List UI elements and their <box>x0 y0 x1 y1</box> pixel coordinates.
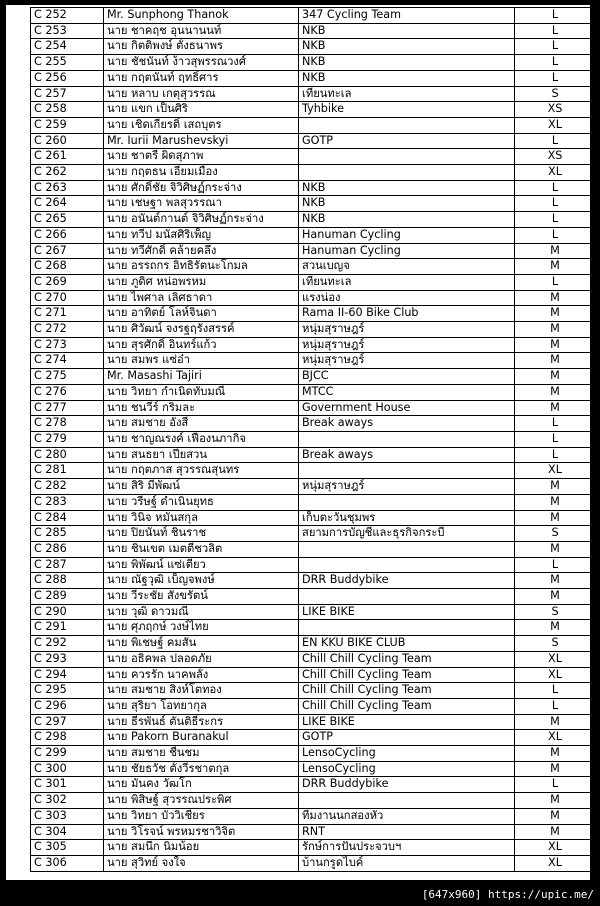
team-name-cell: MTCC <box>299 384 515 400</box>
rider-name-cell: นาย สุวิทย์ จงใจ <box>104 855 299 871</box>
shirt-size-cell: L <box>515 698 596 714</box>
team-name-cell: หนุ่มสุราษฎร์ <box>299 337 515 353</box>
shirt-size-cell: L <box>515 133 596 149</box>
table-row <box>31 683 596 699</box>
rider-name-cell: นาย ศักดิ์ชัย จิวิศิษฏ์กระจ่าง <box>104 180 299 196</box>
rider-name-cell: นาย Pakorn Buranakul <box>104 730 299 746</box>
team-name-cell <box>299 620 515 636</box>
table-row <box>31 636 596 652</box>
team-name-cell <box>299 589 515 605</box>
bib-number-cell: C 306 <box>31 855 104 871</box>
team-name-cell: NKB <box>299 212 515 228</box>
bib-number-cell: C 294 <box>31 667 104 683</box>
team-name-cell: เทียนทะเล <box>299 274 515 290</box>
shirt-size-cell: M <box>515 808 596 824</box>
rider-name-cell: นาย วรีษฐ์ ดำเนินยุทธ <box>104 494 299 510</box>
rider-name-cell: นาย วิทยา กำเนิดทับมณี <box>104 384 299 400</box>
table-row <box>31 589 596 605</box>
bib-number-cell: C 289 <box>31 589 104 605</box>
rider-name-cell: นาย ทวีศักดิ์ คล้ายคลึง <box>104 243 299 259</box>
rider-name-cell: นาย กฤตนันท์ ฤทธิ์ศาร <box>104 70 299 86</box>
table-row <box>31 23 596 39</box>
bib-number-cell: C 265 <box>31 212 104 228</box>
shirt-size-cell: XL <box>515 667 596 683</box>
rider-name-cell: นาย อนันต์กานต์ จิวิศิษฏ์กระจ่าง <box>104 212 299 228</box>
bib-number-cell: C 287 <box>31 557 104 573</box>
team-name-cell: สยามการบัญชีและธุรกิจกระบี่ <box>299 526 515 542</box>
bib-number-cell: C 280 <box>31 447 104 463</box>
rider-name-cell: นาย ศุภฤกษ์ วงษ์ไทย <box>104 620 299 636</box>
rider-name-cell: นาย สุริยา โอทยากุล <box>104 698 299 714</box>
team-name-cell: สวนเบญจ <box>299 259 515 275</box>
table-row <box>31 855 596 871</box>
team-name-cell: Hanuman Cycling <box>299 243 515 259</box>
shirt-size-cell: L <box>515 180 596 196</box>
bib-number-cell: C 273 <box>31 337 104 353</box>
shirt-size-cell: M <box>515 353 596 369</box>
bib-number-cell: C 288 <box>31 573 104 589</box>
bib-number-cell: C 283 <box>31 494 104 510</box>
rider-name-cell: Mr. Iurii Marushevskyi <box>104 133 299 149</box>
bib-number-cell: C 293 <box>31 651 104 667</box>
rider-name-cell: นาย สมพร แซ่อ๋า <box>104 353 299 369</box>
team-name-cell: EN KKU BIKE CLUB <box>299 636 515 652</box>
rider-name-cell: นาย ไพศาล เลิศธาดา <box>104 290 299 306</box>
shirt-size-cell: XL <box>515 840 596 856</box>
shirt-size-cell: M <box>515 541 596 557</box>
bib-number-cell: C 272 <box>31 322 104 338</box>
rider-name-cell: นาย สุรศักดิ์ อินทร์แก้ว <box>104 337 299 353</box>
team-name-cell: Hanuman Cycling <box>299 227 515 243</box>
bib-number-cell: C 270 <box>31 290 104 306</box>
bib-number-cell: C 300 <box>31 761 104 777</box>
bib-number-cell: C 303 <box>31 808 104 824</box>
bib-number-cell: C 254 <box>31 39 104 55</box>
table-row <box>31 510 596 526</box>
bib-number-cell: C 290 <box>31 604 104 620</box>
rider-name-cell: นาย วิโรจน์ พรหมรชาวิจิต <box>104 824 299 840</box>
shirt-size-cell: M <box>515 494 596 510</box>
rider-name-cell: นาย ชนวีร์ กริมละ <box>104 400 299 416</box>
shirt-size-cell: S <box>515 636 596 652</box>
table-row <box>31 243 596 259</box>
shirt-size-cell: L <box>515 274 596 290</box>
team-name-cell <box>299 494 515 510</box>
table-row <box>31 165 596 181</box>
shirt-size-cell: L <box>515 683 596 699</box>
table-row <box>31 479 596 495</box>
shirt-size-cell: L <box>515 416 596 432</box>
team-name-cell: NKB <box>299 196 515 212</box>
team-name-cell <box>299 557 515 573</box>
shirt-size-cell: M <box>515 573 596 589</box>
table-row <box>31 384 596 400</box>
table-row <box>31 322 596 338</box>
bib-number-cell: C 252 <box>31 8 104 24</box>
table-row <box>31 369 596 385</box>
rider-name-cell: นาย พิเชษฐ์ คมสัน <box>104 636 299 652</box>
team-name-cell: รักษ์การปั่นประจวบฯ <box>299 840 515 856</box>
bib-number-cell: C 292 <box>31 636 104 652</box>
table-row <box>31 117 596 133</box>
bib-number-cell: C 260 <box>31 133 104 149</box>
rider-name-cell: นาย วุฒิ ดาวมณี <box>104 604 299 620</box>
rider-name-cell: นาย อาทิตย์ โลห์จินดา <box>104 306 299 322</box>
table-row <box>31 55 596 71</box>
shirt-size-cell: L <box>515 23 596 39</box>
table-row <box>31 180 596 196</box>
table-row <box>31 604 596 620</box>
rider-name-cell: นาย สิริ มีพัฒน์ <box>104 479 299 495</box>
shirt-size-cell: L <box>515 39 596 55</box>
table-row <box>31 290 596 306</box>
team-name-cell: Tyhbike <box>299 102 515 118</box>
table-row <box>31 761 596 777</box>
team-name-cell: NKB <box>299 39 515 55</box>
team-name-cell: GOTP <box>299 730 515 746</box>
bib-number-cell: C 269 <box>31 274 104 290</box>
team-name-cell: LensoCycling <box>299 761 515 777</box>
team-name-cell <box>299 463 515 479</box>
rider-name-cell: นาย ธีรพันธ์ ตันติธีระกร <box>104 714 299 730</box>
table-row <box>31 714 596 730</box>
team-name-cell: เก็บตะวันชุมพร <box>299 510 515 526</box>
rider-name-cell: นาย สมชาย ชื่นชม <box>104 746 299 762</box>
rider-name-cell: นาย วีระชัย สังขรัตน์ <box>104 589 299 605</box>
table-row <box>31 620 596 636</box>
rider-name-cell: นาย วินิจ หมั่นสกุล <box>104 510 299 526</box>
shirt-size-cell: M <box>515 290 596 306</box>
shirt-size-cell: M <box>515 479 596 495</box>
team-name-cell: 347 Cycling Team <box>299 8 515 24</box>
rider-name-cell: นาย สมชาย อังสี <box>104 416 299 432</box>
table-row <box>31 573 596 589</box>
team-name-cell: Chill Chill Cycling Team <box>299 651 515 667</box>
bib-number-cell: C 262 <box>31 165 104 181</box>
shirt-size-cell: XS <box>515 149 596 165</box>
bib-number-cell: C 261 <box>31 149 104 165</box>
shirt-size-cell: M <box>515 746 596 762</box>
shirt-size-cell: M <box>515 322 596 338</box>
bib-number-cell: C 253 <box>31 23 104 39</box>
bib-number-cell: C 264 <box>31 196 104 212</box>
team-name-cell: หนุ่มสุราษฎร์ <box>299 479 515 495</box>
rider-name-cell: นาย กฤตภาส สุวรรณสุนทร <box>104 463 299 479</box>
table-row <box>31 651 596 667</box>
participant-table <box>30 7 596 872</box>
rider-name-cell: นาย ปิยนันท์ ชินราช <box>104 526 299 542</box>
rider-name-cell: นาย กฤตธน เอี่ยมเมือง <box>104 165 299 181</box>
bib-number-cell: C 271 <box>31 306 104 322</box>
bib-number-cell: C 282 <box>31 479 104 495</box>
shirt-size-cell: M <box>515 761 596 777</box>
shirt-size-cell: S <box>515 526 596 542</box>
bib-number-cell: C 259 <box>31 117 104 133</box>
shirt-size-cell: XL <box>515 651 596 667</box>
team-name-cell: NKB <box>299 23 515 39</box>
shirt-size-cell: M <box>515 243 596 259</box>
table-row <box>31 353 596 369</box>
rider-name-cell: นาย อรรถกร อิทธิรัตนะโกมล <box>104 259 299 275</box>
bib-number-cell: C 268 <box>31 259 104 275</box>
table-row <box>31 541 596 557</box>
team-name-cell: LIKE BIKE <box>299 604 515 620</box>
shirt-size-cell: L <box>515 777 596 793</box>
rider-name-cell: Mr. Masashi Tajiri <box>104 369 299 385</box>
shirt-size-cell: XL <box>515 165 596 181</box>
table-row <box>31 746 596 762</box>
rider-name-cell: นาย ทวีป มนัสศิริเพ็ญ <box>104 227 299 243</box>
team-name-cell: Chill Chill Cycling Team <box>299 667 515 683</box>
bib-number-cell: C 299 <box>31 746 104 762</box>
team-name-cell: Break aways <box>299 416 515 432</box>
table-row <box>31 808 596 824</box>
rider-name-cell: นาย ชัชนันท์ ง้าวสุพรรณวงศ์ <box>104 55 299 71</box>
participant-rows <box>31 8 596 872</box>
shirt-size-cell: M <box>515 824 596 840</box>
bib-number-cell: C 276 <box>31 384 104 400</box>
rider-name-cell: นาย ชาคฤช อุนนานนท์ <box>104 23 299 39</box>
bib-number-cell: C 286 <box>31 541 104 557</box>
table-row <box>31 777 596 793</box>
team-name-cell <box>299 431 515 447</box>
bib-number-cell: C 285 <box>31 526 104 542</box>
team-name-cell: Government House <box>299 400 515 416</box>
bib-number-cell: C 284 <box>31 510 104 526</box>
table-row <box>31 557 596 573</box>
rider-name-cell: Mr. Sunphong Thanok <box>104 8 299 24</box>
table-row <box>31 102 596 118</box>
shirt-size-cell: L <box>515 8 596 24</box>
shirt-size-cell: M <box>515 589 596 605</box>
rider-name-cell: นาย แขก เป็นศิริ <box>104 102 299 118</box>
team-name-cell: ทีมงานนกสองหัว <box>299 808 515 824</box>
bib-number-cell: C 277 <box>31 400 104 416</box>
bib-number-cell: C 304 <box>31 824 104 840</box>
bib-number-cell: C 302 <box>31 793 104 809</box>
table-row <box>31 463 596 479</box>
table-row <box>31 526 596 542</box>
rider-name-cell: นาย สมชาย สิงห์โตทอง <box>104 683 299 699</box>
bib-number-cell: C 279 <box>31 431 104 447</box>
rider-name-cell: นาย มั่นคง วัฒโก <box>104 777 299 793</box>
shirt-size-cell: XS <box>515 102 596 118</box>
rider-name-cell: นาย ภูดิศ หน่อพรหม <box>104 274 299 290</box>
table-row <box>31 447 596 463</box>
team-name-cell: แรงน่อง <box>299 290 515 306</box>
bib-number-cell: C 295 <box>31 683 104 699</box>
table-row <box>31 39 596 55</box>
table-row <box>31 259 596 275</box>
table-row <box>31 196 596 212</box>
shirt-size-cell: M <box>515 400 596 416</box>
team-name-cell: เทียนทะเล <box>299 86 515 102</box>
rider-name-cell: นาย อธิคพล ปลอดภัย <box>104 651 299 667</box>
team-name-cell: LensoCycling <box>299 746 515 762</box>
rider-name-cell: นาย วิทยา บัววิเชียร <box>104 808 299 824</box>
shirt-size-cell: L <box>515 55 596 71</box>
team-name-cell: LIKE BIKE <box>299 714 515 730</box>
table-row <box>31 667 596 683</box>
table-row <box>31 149 596 165</box>
table-row <box>31 70 596 86</box>
shirt-size-cell: S <box>515 86 596 102</box>
shirt-size-cell: M <box>515 337 596 353</box>
table-row <box>31 227 596 243</box>
rider-name-cell: นาย กิตติพงษ์ ตั้งธนาพร <box>104 39 299 55</box>
shirt-size-cell: M <box>515 793 596 809</box>
rider-name-cell: นาย พิพัฒน์ แซ่เตียว <box>104 557 299 573</box>
shirt-size-cell: M <box>515 384 596 400</box>
team-name-cell: Rama II-60 Bike Club <box>299 306 515 322</box>
rider-name-cell: นาย ชาญณรงค์ เฟื่องนภากิจ <box>104 431 299 447</box>
table-row <box>31 274 596 290</box>
rider-name-cell: นาย เชษฐา พลสุวรรณา <box>104 196 299 212</box>
bib-number-cell: C 256 <box>31 70 104 86</box>
team-name-cell <box>299 149 515 165</box>
rider-name-cell: นาย พิสิษฐ์ สุวรรณประพิศ <box>104 793 299 809</box>
bib-number-cell: C 278 <box>31 416 104 432</box>
shirt-size-cell: M <box>515 510 596 526</box>
shirt-size-cell: XL <box>515 855 596 871</box>
watermark-text: [647x960] https://upic.me/ <box>421 888 594 901</box>
team-name-cell: GOTP <box>299 133 515 149</box>
shirt-size-cell: L <box>515 557 596 573</box>
table-row <box>31 416 596 432</box>
bib-number-cell: C 281 <box>31 463 104 479</box>
bib-number-cell: C 255 <box>31 55 104 71</box>
shirt-size-cell: XL <box>515 117 596 133</box>
shirt-size-cell: M <box>515 369 596 385</box>
bib-number-cell: C 298 <box>31 730 104 746</box>
table-row <box>31 793 596 809</box>
shirt-size-cell: L <box>515 431 596 447</box>
bib-number-cell: C 291 <box>31 620 104 636</box>
shirt-size-cell: L <box>515 227 596 243</box>
rider-name-cell: นาย ควรรัก นาคพลั้ง <box>104 667 299 683</box>
team-name-cell <box>299 541 515 557</box>
team-name-cell: หนุ่มสุราษฎร์ <box>299 322 515 338</box>
bib-number-cell: C 274 <box>31 353 104 369</box>
bib-number-cell: C 296 <box>31 698 104 714</box>
bib-number-cell: C 267 <box>31 243 104 259</box>
table-row <box>31 494 596 510</box>
team-name-cell: Break aways <box>299 447 515 463</box>
table-row <box>31 400 596 416</box>
shirt-size-cell: L <box>515 196 596 212</box>
table-row <box>31 306 596 322</box>
team-name-cell: RNT <box>299 824 515 840</box>
bib-number-cell: C 297 <box>31 714 104 730</box>
team-name-cell: หนุ่มสุราษฎร์ <box>299 353 515 369</box>
bib-number-cell: C 301 <box>31 777 104 793</box>
team-name-cell: บ้านกรูดไบค์ <box>299 855 515 871</box>
team-name-cell <box>299 165 515 181</box>
team-name-cell: NKB <box>299 70 515 86</box>
table-row <box>31 337 596 353</box>
rider-name-cell: นาย ชาตรี ผิดสุภาพ <box>104 149 299 165</box>
bib-number-cell: C 257 <box>31 86 104 102</box>
document-page <box>6 5 590 880</box>
team-name-cell <box>299 793 515 809</box>
team-name-cell: Chill Chill Cycling Team <box>299 683 515 699</box>
table-row <box>31 730 596 746</box>
table-row <box>31 212 596 228</box>
bib-number-cell: C 266 <box>31 227 104 243</box>
team-name-cell: DRR Buddybike <box>299 573 515 589</box>
rider-name-cell: นาย หลาบ เกตุสุวรรณ <box>104 86 299 102</box>
table-row <box>31 8 596 24</box>
shirt-size-cell: L <box>515 447 596 463</box>
shirt-size-cell: M <box>515 620 596 636</box>
team-name-cell: NKB <box>299 55 515 71</box>
rider-name-cell: นาย ชินเขต เมตตีชวลิต <box>104 541 299 557</box>
rider-name-cell: นาย ณัฐวุฒิ เบ็ญจพงษ์ <box>104 573 299 589</box>
bib-number-cell: C 258 <box>31 102 104 118</box>
shirt-size-cell: XL <box>515 730 596 746</box>
rider-name-cell: นาย ชัยธวัช ตั้งวีรชาตกุล <box>104 761 299 777</box>
shirt-size-cell: L <box>515 70 596 86</box>
table-row <box>31 86 596 102</box>
rider-name-cell: นาย สนธยา เปียสวน <box>104 447 299 463</box>
team-name-cell: NKB <box>299 180 515 196</box>
table-row <box>31 698 596 714</box>
team-name-cell: Chill Chill Cycling Team <box>299 698 515 714</box>
bib-number-cell: C 275 <box>31 369 104 385</box>
rider-name-cell: นาย เชิดเกียรติ์ เสถบุตร <box>104 117 299 133</box>
rider-name-cell: นาย สมนึก นิ่มน้อย <box>104 840 299 856</box>
rider-name-cell: นาย ศิวัฒน์ จงรฐฤรังสรรค์ <box>104 322 299 338</box>
shirt-size-cell: S <box>515 604 596 620</box>
shirt-size-cell: M <box>515 306 596 322</box>
shirt-size-cell: XL <box>515 463 596 479</box>
shirt-size-cell: M <box>515 259 596 275</box>
bib-number-cell: C 263 <box>31 180 104 196</box>
team-name-cell: DRR Buddybike <box>299 777 515 793</box>
team-name-cell: BJCC <box>299 369 515 385</box>
team-name-cell <box>299 117 515 133</box>
table-row <box>31 824 596 840</box>
shirt-size-cell: M <box>515 714 596 730</box>
bib-number-cell: C 305 <box>31 840 104 856</box>
shirt-size-cell: L <box>515 212 596 228</box>
footer-bar <box>0 884 600 906</box>
table-row <box>31 431 596 447</box>
table-row <box>31 133 596 149</box>
table-row <box>31 840 596 856</box>
